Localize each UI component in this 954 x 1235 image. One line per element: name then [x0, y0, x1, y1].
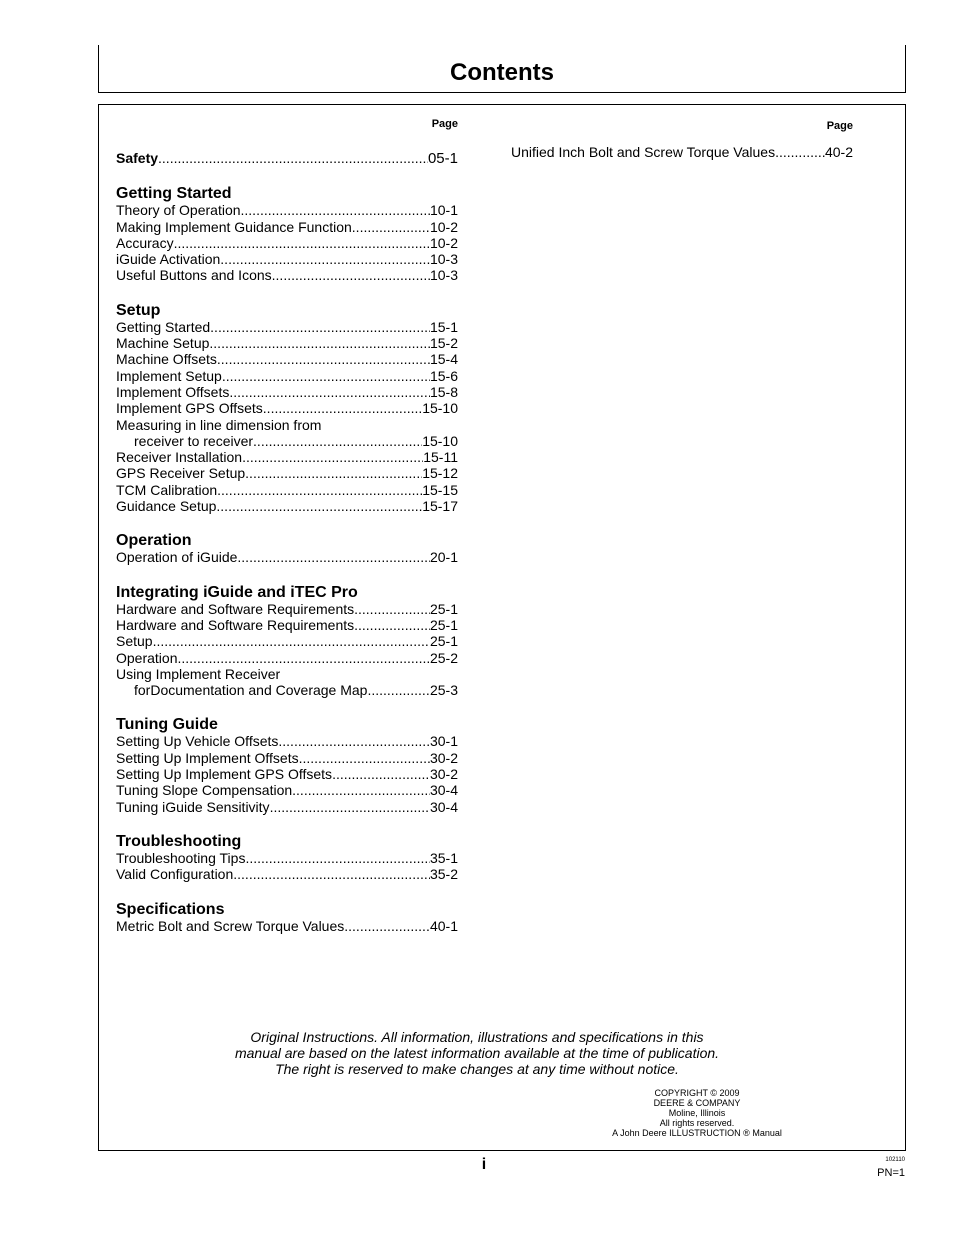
dot-leader [270, 799, 430, 815]
toc-entry-label: iGuide Activation [116, 251, 221, 268]
toc-entry-page: 15-2 [429, 335, 458, 352]
toc-section [116, 584, 458, 699]
toc-entry[interactable] [116, 202, 458, 218]
toc-entry-page: 30-4 [429, 782, 458, 799]
dot-leader [177, 650, 429, 666]
dot-leader [242, 449, 423, 465]
toc-entry-label: Machine Offsets [116, 351, 217, 368]
section-title[interactable]: Troubleshooting [116, 832, 242, 850]
toc-entry-label: Safety [116, 150, 159, 166]
toc-entry-page: 15-1 [429, 318, 458, 335]
page-column-header: Page [826, 120, 853, 132]
dot-leader [245, 850, 430, 866]
dot-leader [229, 384, 430, 400]
toc-entry[interactable] [116, 850, 458, 866]
toc-section [116, 716, 458, 814]
section-title[interactable]: Getting Started [116, 185, 232, 203]
dot-leader [354, 601, 430, 617]
dot-leader [217, 482, 422, 498]
toc-entry[interactable] [116, 918, 458, 934]
toc-entry-label: TCM Calibration [116, 481, 218, 498]
toc-entry[interactable] [116, 465, 458, 481]
toc-entry-label: Getting Started [116, 318, 211, 335]
dot-leader [332, 766, 430, 782]
toc-entry-label: Accuracy [116, 234, 174, 251]
toc-entry-label: Troubleshooting Tips [116, 849, 246, 866]
dot-leader [272, 267, 430, 283]
copyright-line: DEERE & COMPANY [653, 1098, 741, 1108]
dot-leader [174, 235, 430, 251]
toc-entry-label: Operation [116, 649, 178, 666]
dot-leader [253, 433, 422, 449]
copyright-line: A John Deere ILLUSTRUCTION ® Manual [612, 1128, 782, 1138]
toc-entry[interactable] [116, 682, 458, 698]
toc-entry-page: 40-1 [429, 917, 458, 934]
toc-entry[interactable] [116, 617, 458, 633]
toc-entry[interactable] [116, 400, 458, 416]
toc-entry-page: 25-2 [429, 649, 458, 666]
dot-leader [775, 144, 825, 160]
toc-entry-page: 15-11 [423, 449, 458, 466]
section-title[interactable]: Specifications [116, 900, 225, 918]
toc-entry-label: Machine Setup [116, 335, 210, 352]
toc-entry[interactable] [116, 482, 458, 498]
toc-entry-label: Valid Configuration [116, 866, 234, 883]
toc-entry-label: Metric Bolt and Screw Torque Values [116, 917, 345, 934]
toc-entry-label: Making Implement Guidance Function [116, 218, 352, 235]
toc-entry-label: Implement Offsets [116, 383, 230, 400]
toc-section [116, 185, 458, 283]
page-column-header: Page [431, 118, 458, 130]
toc-entry-safety[interactable] [116, 150, 458, 167]
toc-entry-page: 30-1 [429, 733, 458, 750]
toc-left-column [116, 116, 458, 934]
toc-entry-page: 15-4 [429, 351, 458, 368]
toc-entry-page: 10-1 [429, 202, 458, 219]
dot-leader [241, 202, 430, 218]
toc-entry-page: 10-3 [429, 267, 458, 284]
page-title: Contents [450, 59, 554, 86]
toc-entry-page: 30-4 [429, 798, 458, 815]
toc-sections [116, 185, 458, 934]
page-number: i [481, 1156, 487, 1173]
toc-entry[interactable] [116, 549, 458, 565]
toc-entry-page: 15-15 [422, 481, 458, 498]
toc-entry[interactable] [116, 650, 458, 666]
toc-entry-label: forDocumentation and Coverage Map [134, 682, 368, 699]
toc-entry-label: Implement GPS Offsets [116, 400, 263, 417]
section-title[interactable]: Tuning Guide [116, 716, 218, 734]
toc-entry-label: Setting Up Vehicle Offsets [116, 733, 279, 750]
dot-leader [209, 335, 430, 351]
toc-section [116, 532, 458, 565]
copyright-line: All rights reserved. [659, 1118, 735, 1128]
toc-entry[interactable] [116, 251, 458, 267]
toc-entry-page: 20-1 [429, 549, 458, 566]
toc-entry[interactable] [116, 335, 458, 351]
toc-entry-page: 05-1 [427, 150, 458, 167]
toc-entry-label: Useful Buttons and Icons [116, 267, 272, 284]
toc-entry-label: GPS Receiver Setup [116, 465, 246, 482]
toc-entry-label: Tuning iGuide Sensitivity [116, 798, 270, 815]
toc-entry-page: 30-2 [429, 749, 458, 766]
toc-entry-page: 10-2 [429, 234, 458, 251]
toc-entry-page: 40-2 [824, 144, 853, 160]
toc-right-entries [511, 144, 853, 160]
toc-entry[interactable] [116, 384, 458, 400]
dot-leader [245, 465, 422, 481]
toc-entry-page: 15-10 [422, 432, 458, 449]
toc-section [116, 901, 458, 934]
toc-right-column [511, 118, 853, 160]
toc-entry-page: 15-8 [429, 383, 458, 400]
dot-leader [217, 351, 430, 367]
toc-entry[interactable] [116, 866, 458, 882]
toc-entry-page: 25-3 [429, 682, 458, 699]
notice-line: Original Instructions. All information, illustrations and specifications in this [250, 1029, 704, 1045]
dot-leader [210, 319, 430, 335]
toc-section [116, 833, 458, 883]
toc-entry[interactable] [116, 766, 458, 782]
dot-leader [222, 368, 430, 384]
dot-leader [237, 549, 430, 565]
dot-leader [352, 219, 430, 235]
toc-entry-label: Using Implement Receiver [116, 665, 281, 682]
toc-entry[interactable] [116, 449, 458, 465]
dot-leader [153, 633, 430, 649]
toc-entry-page: 15-12 [422, 465, 458, 482]
toc-entry-page: 10-2 [429, 218, 458, 235]
toc-entry[interactable] [116, 319, 458, 335]
dot-leader [354, 617, 430, 633]
dot-leader [278, 733, 430, 749]
toc-entry-page: 35-2 [429, 866, 458, 883]
toc-entry-page: 10-3 [429, 251, 458, 268]
notice-line: manual are based on the latest information available at the time of publication. [234, 1045, 720, 1061]
dot-leader [233, 866, 430, 882]
toc-entry[interactable] [116, 799, 458, 815]
toc-entry-page: 30-2 [429, 766, 458, 783]
toc-entry-label: Receiver Installation [116, 449, 243, 466]
toc-entry-page: 25-1 [429, 616, 458, 633]
toc-entry-label: Operation of iGuide [116, 549, 238, 566]
legal-notice [200, 1029, 754, 1077]
dot-leader [344, 918, 430, 934]
copyright-block [596, 1088, 798, 1138]
toc-entry[interactable] [116, 782, 458, 798]
toc-entry-page: 15-17 [422, 498, 458, 515]
toc-entry-label: Guidance Setup [116, 498, 217, 515]
dot-leader [158, 150, 428, 166]
toc-entry[interactable] [116, 235, 458, 251]
toc-entry[interactable] [116, 733, 458, 749]
toc-entry[interactable] [116, 351, 458, 367]
copyright-line: Moline, Illinois [668, 1108, 726, 1118]
toc-entry[interactable] [116, 633, 458, 649]
toc-entry-label: Implement Setup [116, 367, 222, 384]
toc-entry-label: Hardware and Software Requirements [116, 600, 355, 617]
toc-entry[interactable] [116, 368, 458, 384]
toc-entry[interactable] [511, 144, 853, 160]
toc-entry-label: Setting Up Implement Offsets [116, 749, 299, 766]
toc-entry-label: receiver to receiver [134, 432, 254, 449]
title-box [98, 45, 906, 93]
toc-entry-label: Setup [116, 633, 153, 650]
pn-label: PN=1 [877, 1167, 905, 1179]
toc-section [116, 302, 458, 515]
section-title[interactable]: Integrating iGuide and iTEC Pro [116, 583, 358, 601]
section-title[interactable]: Operation [116, 532, 192, 550]
toc-entry-page: 25-1 [429, 600, 458, 617]
toc-entry[interactable] [116, 750, 458, 766]
dot-leader [299, 750, 430, 766]
dot-leader [367, 682, 430, 698]
toc-entry[interactable] [116, 267, 458, 283]
doc-code: 102110 [885, 1157, 905, 1163]
toc-entry-label: Setting Up Implement GPS Offsets [116, 766, 333, 783]
toc-entry[interactable] [116, 498, 458, 514]
dot-leader [292, 782, 430, 798]
toc-entry[interactable] [116, 601, 458, 617]
section-title[interactable]: Setup [116, 301, 161, 319]
copyright-line: COPYRIGHT © 2009 [654, 1088, 740, 1098]
toc-entry-label: Theory of Operation [116, 202, 241, 219]
toc-entry-label: Measuring in line dimension from [116, 416, 322, 433]
toc-entry[interactable] [116, 433, 458, 449]
toc-entry[interactable] [116, 219, 458, 235]
dot-leader [220, 251, 430, 267]
toc-entry-label: Tuning Slope Compensation [116, 782, 293, 799]
notice-line: The right is reserved to make changes at any time without notice. [275, 1061, 679, 1077]
toc-entry-page: 15-6 [429, 367, 458, 384]
dot-leader [263, 400, 422, 416]
dot-leader [216, 498, 422, 514]
toc-entry-label: Hardware and Software Requirements [116, 616, 355, 633]
toc-entry-page: 35-1 [429, 849, 458, 866]
toc-entry-page: 25-1 [429, 633, 458, 650]
toc-entry-label: Unified Inch Bolt and Screw Torque Values [511, 144, 776, 160]
toc-entry-page: 15-10 [422, 400, 458, 417]
